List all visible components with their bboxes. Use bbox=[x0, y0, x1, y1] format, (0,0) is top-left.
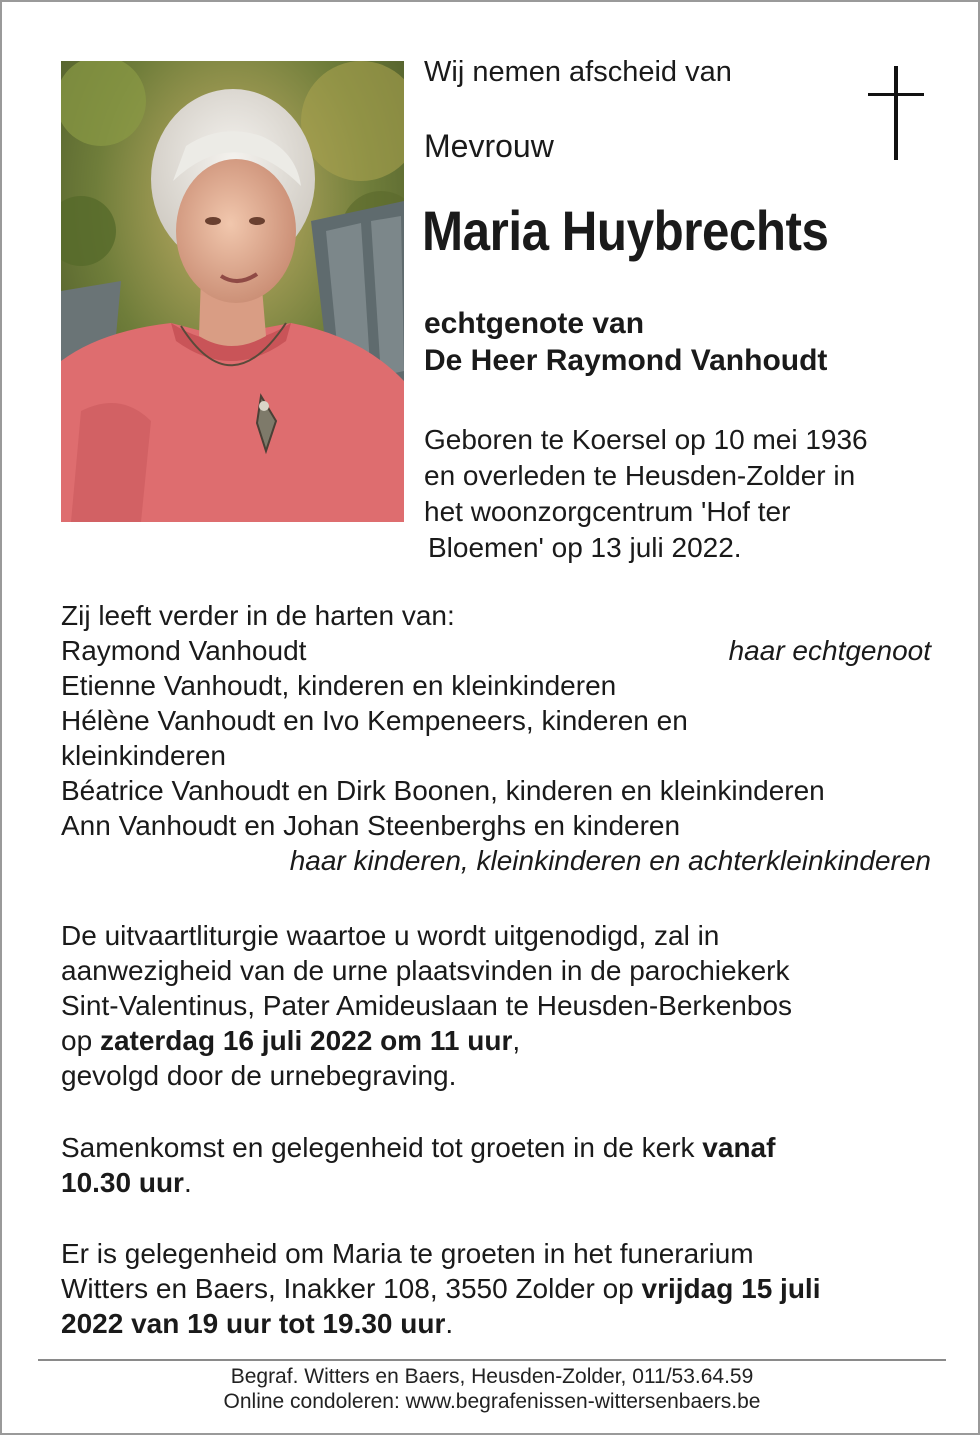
portrait-photo bbox=[61, 61, 404, 522]
birth-line: het woonzorgcentrum 'Hof ter bbox=[424, 496, 791, 527]
family-heading: Zij leeft verder in de harten van: bbox=[61, 600, 455, 631]
liturgy-suffix: , bbox=[512, 1025, 521, 1056]
family-child-line: Hélène Vanhoudt en Ivo Kempeneers, kinderen en bbox=[61, 705, 688, 736]
liturgy-line: Sint-Valentinus, Pater Amideuslaan te Heusden-Berkenbos bbox=[61, 990, 793, 1021]
liturgy-date: zaterdag 16 juli 2022 om 11 uur bbox=[99, 1025, 513, 1056]
visitation-line: Er is gelegenheid om Maria te groeten in het funerarium bbox=[61, 1238, 754, 1269]
visitation-suffix: . bbox=[445, 1308, 454, 1339]
spouse-relation: echtgenote van bbox=[424, 307, 645, 340]
family-child-line: Etienne Vanhoudt, kinderen en kleinkinderen bbox=[61, 670, 617, 701]
gathering-line bbox=[61, 1165, 931, 1200]
gathering-text: Samenkomst en gelegenheid tot groeten in de kerk bbox=[61, 1132, 703, 1163]
visitation-time: 2022 van 19 uur tot 19.30 uur bbox=[61, 1308, 446, 1339]
online-condolences-link[interactable]: Online condoleren: www.begrafenissen-wittersenbaers.be bbox=[223, 1390, 761, 1413]
partner-role: haar echtgenoot bbox=[728, 635, 931, 666]
birth-death-details bbox=[424, 422, 944, 566]
visitation-section bbox=[61, 1236, 931, 1341]
liturgy-date-line bbox=[61, 1023, 931, 1058]
liturgy-prefix: op bbox=[61, 1025, 100, 1056]
honorific: Mevrouw bbox=[424, 128, 554, 164]
gathering-line bbox=[61, 1130, 931, 1165]
intro-text: Wij nemen afscheid van bbox=[424, 56, 732, 88]
footer-divider bbox=[38, 1359, 946, 1361]
family-child-line: Ann Vanhoudt en Johan Steenberghs en kinderen bbox=[61, 810, 681, 841]
funeral-home-contact: Begraf. Witters en Baers, Heusden-Zolder, 011/53.64.59 bbox=[230, 1365, 754, 1388]
family-section bbox=[61, 598, 931, 878]
visitation-line bbox=[61, 1271, 931, 1306]
gathering-suffix: . bbox=[183, 1167, 192, 1198]
visitation-line bbox=[61, 1306, 931, 1341]
cross-icon bbox=[868, 66, 924, 160]
birth-line: Geboren te Koersel op 10 mei 1936 bbox=[424, 424, 868, 455]
gathering-section bbox=[61, 1130, 931, 1200]
spouse-block bbox=[424, 305, 827, 379]
portrait-illustration bbox=[61, 61, 404, 522]
gathering-time: 10.30 uur bbox=[61, 1167, 184, 1198]
partner-name: Raymond Vanhoudt bbox=[61, 635, 307, 666]
liturgy-line: De uitvaartliturgie waartoe u wordt uitgenodigd, zal in bbox=[61, 920, 720, 951]
liturgy-line: gevolgd door de urnebegraving. bbox=[61, 1060, 457, 1091]
deceased-name: Maria Huybrechts bbox=[422, 199, 829, 262]
spouse-name: De Heer Raymond Vanhoudt bbox=[424, 344, 828, 377]
children-role: haar kinderen, kleinkinderen en achterkleinkinderen bbox=[289, 845, 931, 876]
liturgy-section bbox=[61, 918, 931, 1093]
birth-line: Bloemen' op 13 juli 2022. bbox=[428, 532, 742, 563]
visitation-date: vrijdag 15 juli bbox=[641, 1273, 821, 1304]
family-partner-row bbox=[61, 633, 931, 668]
gathering-from: vanaf bbox=[702, 1132, 776, 1163]
liturgy-line: aanwezigheid van de urne plaatsvinden in de parochiekerk bbox=[61, 955, 790, 986]
visitation-location: Witters en Baers, Inakker 108, 3550 Zolder op bbox=[61, 1273, 642, 1304]
birth-line: en overleden te Heusden-Zolder in bbox=[424, 460, 856, 491]
family-child-line: Béatrice Vanhoudt en Dirk Boonen, kinderen en kleinkinderen bbox=[61, 775, 825, 806]
family-child-line: kleinkinderen bbox=[61, 740, 226, 771]
footer bbox=[38, 1364, 946, 1414]
